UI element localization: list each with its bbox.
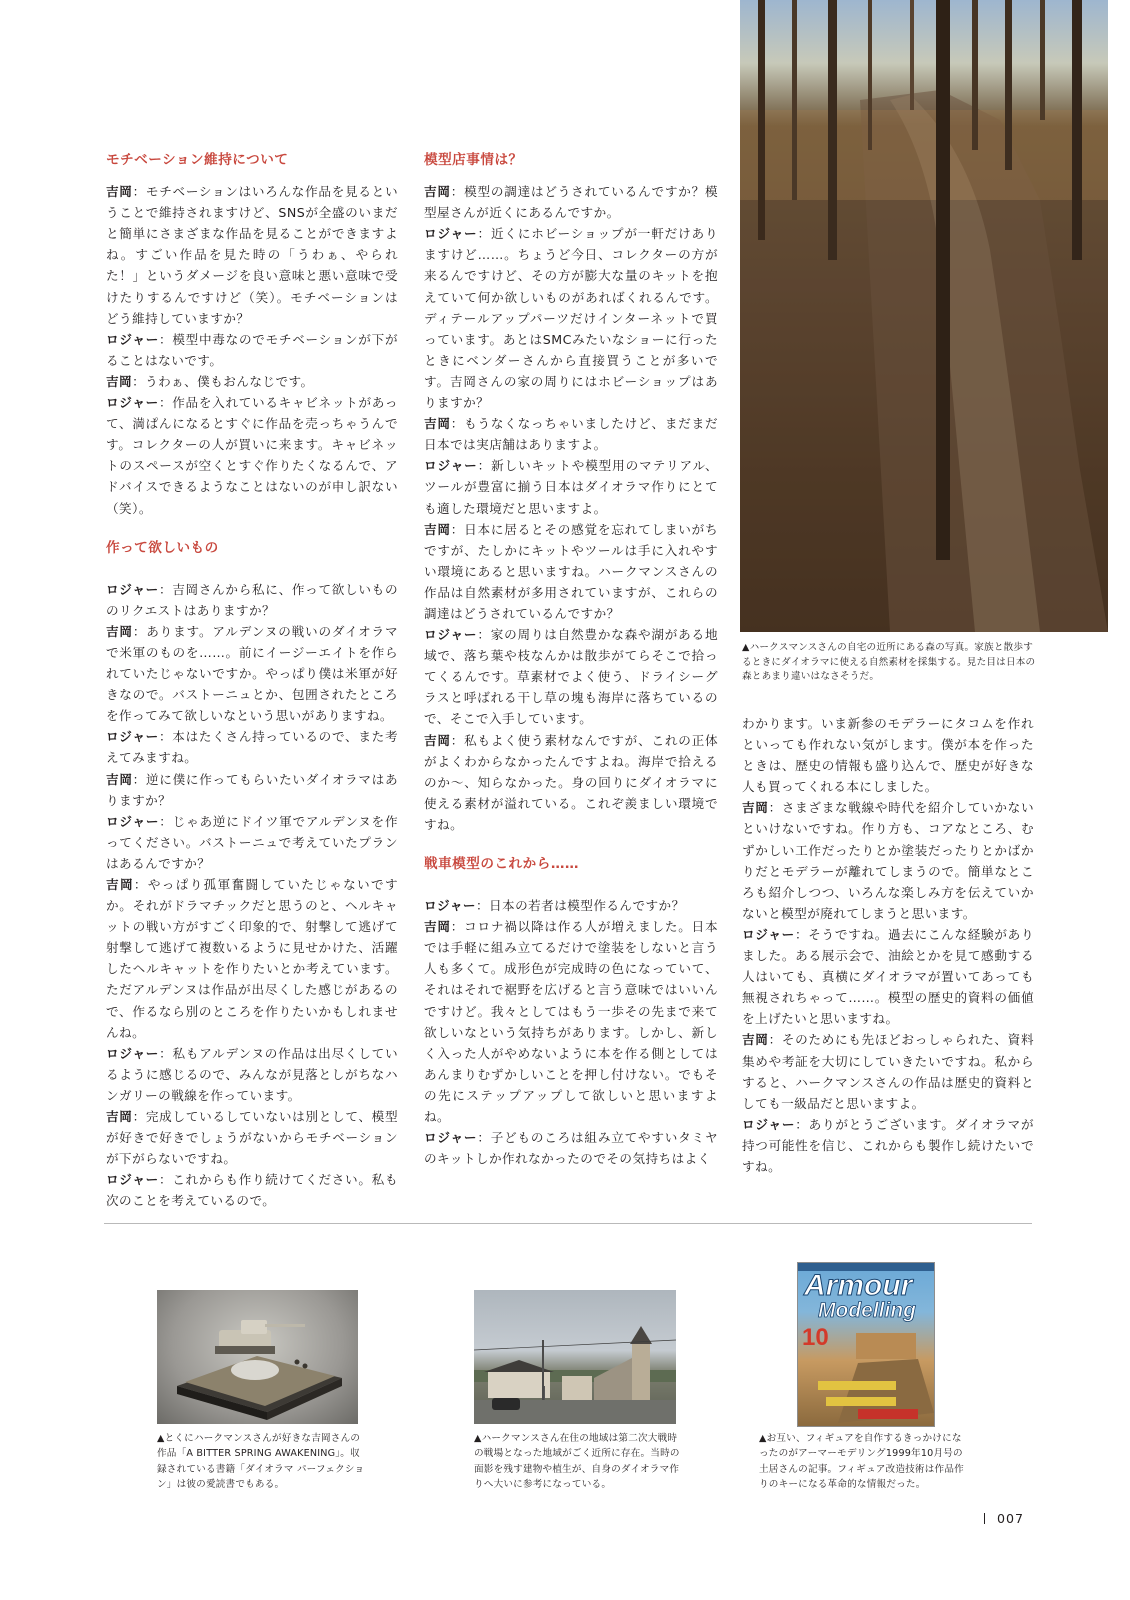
speaker-name: 吉岡 xyxy=(106,373,133,389)
speaker-name: 吉岡 xyxy=(106,771,133,787)
dialogue-paragraph xyxy=(106,371,398,392)
article-column-1 xyxy=(106,150,398,1212)
dialogue-text: ：うわぁ、僕もおんなじです。 xyxy=(132,373,314,389)
speaker-name: ロジャー xyxy=(742,1116,796,1132)
dialogue-paragraph xyxy=(742,1029,1034,1113)
dialogue-block xyxy=(106,579,398,1212)
dialogue-text: ：そうですね。過去にこんな経験がありました。ある展示会で、油絵とかを見て感動する人はいても、真横にダイオラマが置いてあっても無視されちゃって……。模型の歴史的資料の価値を上げたいと思いますね。 xyxy=(742,926,1034,1027)
dialogue-text: ：完成しているしていないは別として、模型が好きで好きでしょうがないからモチベーションが下がらないですね。 xyxy=(106,1109,398,1167)
article-column-3 xyxy=(742,713,1034,1177)
dialogue-paragraph xyxy=(424,519,718,624)
dialogue-text: ：吉岡さんから私に、作って欲しいもののリクエストはありますか？ xyxy=(106,581,398,618)
speaker-name: ロジャー xyxy=(424,458,478,474)
speaker-name: 吉岡 xyxy=(106,1109,133,1125)
dialogue-block xyxy=(106,181,398,519)
dialogue-text: ：新しいキットや模型用のマテリアル、ツールが豊富に揃う日本はダイオラマ作りにとても適した環境だと思いますよ。 xyxy=(424,458,718,516)
dialogue-text: ：家の周りは自然豊かな森や湖がある地域で、落ち葉や枝なんかは散歩がてらそこで拾ってくるんです。草素材でよく使う、ドライシーグラスと呼ばれる干し草の塊も海岸に落ちているので、そこで入手しています。 xyxy=(424,627,718,727)
speaker-name: 吉岡 xyxy=(106,877,134,892)
dialogue-text: ：もうなくなっちゃいましたけど、まだまだ日本では実店舗はありますよ。 xyxy=(424,416,719,453)
dialogue-text: ：ありがとうございます。ダイオラマが持つ可能性を信じ、これからも製作し続けたいですね。 xyxy=(742,1116,1034,1174)
diorama-photo xyxy=(157,1290,358,1424)
speaker-name: ロジャー xyxy=(106,581,159,597)
speaker-name: 吉岡 xyxy=(106,623,133,639)
speaker-name: 吉岡 xyxy=(424,416,451,432)
forest-photo-caption: ▲ハークスマンスさんの自宅の近所にある森の写真。家族と散歩するときにダイオラマに使える自然素材を採集する。見た目は日本の森とあまり違いはなさそうだ。 xyxy=(742,642,1036,683)
dialogue-text: ：モチベーションはいろんな作品を見るということで維持されますけど、SNSが全盛のいまだと簡単にさまざまな作品を見ることができますよね。すごい作品を見た時の「うわぁ、やられた！」というダメージを良い意味と悪い意味で受けたりするんですけど（笑）。モチベーションはどう維持していますか？ xyxy=(106,184,399,326)
speaker-name: ロジャー xyxy=(106,331,160,347)
diorama-illustration xyxy=(157,1290,358,1424)
diorama-photo-caption: ▲とくにハークマンスさんが好きな吉岡さんの作品「A BITTER SPRING AWAKENING」。収録されている書籍「ダイオラマ パーフェクション」は彼の愛読書でもある。 xyxy=(157,1433,365,1491)
dialogue-text: ：私もよく使う素材なんですが、これの正体がよくわからなかったんですよね。海岸で拾えるのか～、知らなかった。身の回りにダイオラマに使える素材が溢れている。これぞ羨ましい環境ですね。 xyxy=(424,732,719,832)
dialogue-text: ：そのためにも先ほどおっしゃられた、資料集めや考証を大切にしていきたいですね。私からすると、ハークマンスさんの作品は歴史的資料としても一級品だと思いますよ。 xyxy=(742,1032,1035,1111)
dialogue-text: ：近くにホビーショップが一軒だけありますけど……。ちょうど今日、コレクターの方が来るんですけど、その方が膨大な量のキットを抱えていて何か欲しいものがあればくれるんです。ディテールアップパーツだけインターネットで買っています。あとはSMCみたいなショーに行ったときにベンダーさんから直接買うことが多いです。吉岡さんの家の周りにはホビーショップはありますか？ xyxy=(424,226,718,411)
section-divider xyxy=(104,1223,1032,1224)
dialogue-block xyxy=(424,895,718,1169)
dialogue-paragraph xyxy=(424,895,718,916)
magazine-photo-caption: ▲お互い、フィギュアを自作するきっかけになったのがアーマーモデリング1999年10月号の土居さんの記事。フィギュア改造技術は作品作りのキーになる革命的な情報だった。 xyxy=(759,1433,964,1491)
section-heading-motivation: モチベーション維持について xyxy=(106,152,289,168)
dialogue-text: ：模型中毒なのでモチベーションが下がることはないです。 xyxy=(106,331,398,368)
dialogue-block xyxy=(742,713,1034,1177)
dialogue-text: ：じゃあ逆にドイツ軍でアルデンヌを作ってください。バストーニュで考えていたプランはあるんですか？ xyxy=(106,813,398,871)
speaker-name: ロジャー xyxy=(106,729,159,745)
magazine-title-bottom: Modelling xyxy=(818,1299,916,1322)
dialogue-text: わかります。いま新参のモデラーにタコムを作れといっても作れない気がします。僕が本を作ったときは、歴史の情報も盛り込んで、歴史が好きな人も買ってくれる本にしました。 xyxy=(742,716,1034,795)
dialogue-paragraph xyxy=(742,924,1034,1029)
dialogue-paragraph xyxy=(106,1169,398,1211)
dialogue-paragraph xyxy=(742,797,1034,924)
dialogue-text: ：これからも作り続けてください。私も次のことを考えているので。 xyxy=(106,1172,398,1209)
speaker-name: ロジャー xyxy=(106,813,160,829)
speaker-name: ロジャー xyxy=(424,898,476,914)
dialogue-paragraph xyxy=(106,874,398,1043)
speaker-name: 吉岡 xyxy=(424,919,451,935)
dialogue-text: ：模型の調達はどうされているんですか？模型屋さんが近くにあるんですか。 xyxy=(424,184,719,221)
dialogue-paragraph xyxy=(424,624,718,729)
forest-illustration xyxy=(740,0,1108,632)
dialogue-text: ：コロナ禍以降は作る人が増えました。日本では手軽に組み立てるだけで塗装をしないと言う人も多くて。成形色が完成時の色になっていて、それはそれで裾野を広げると言う意味ではいいんですけど。我々としてはもう一歩その先まで来て欲しいなという気持ちがあります。しかし、新しく入った人がやめないように本を作る側としてはあんまりむずかしいことを押し付けない。でもその先にステップアップして欲しいと思いますよね。 xyxy=(424,919,719,1125)
dialogue-paragraph xyxy=(742,1114,1034,1177)
speaker-name: 吉岡 xyxy=(424,184,451,200)
magazine-title-top: Armour xyxy=(804,1269,913,1302)
article-column-2 xyxy=(424,150,718,1169)
speaker-name: 吉岡 xyxy=(742,800,769,816)
magazine-cover xyxy=(797,1262,935,1427)
speaker-name: ロジャー xyxy=(106,1172,159,1188)
dialogue-paragraph xyxy=(106,579,398,621)
dialogue-paragraph xyxy=(424,455,718,518)
forest-path-photo xyxy=(740,0,1108,632)
dialogue-paragraph xyxy=(106,181,398,329)
magazine-cover-illustration xyxy=(798,1263,935,1427)
section-heading-requests: 作って欲しいもの xyxy=(106,539,219,556)
speaker-name: ロジャー xyxy=(106,395,159,411)
magazine-issue-number: 10 xyxy=(802,1324,829,1351)
dialogue-paragraph xyxy=(424,223,718,413)
section-heading-future: 戦車模型のこれから…… xyxy=(424,856,580,872)
speaker-name: 吉岡 xyxy=(106,184,133,200)
town-photo-caption: ▲ハークマンスさん在住の地域は第二次大戦時の戦場となった地域がごく近所に存在。当時の面影を残す建物や植生が、自身のダイオラマ作りへ大いに参考になっている。 xyxy=(474,1433,680,1491)
section-heading-hobby-shops: 模型店事情は？ xyxy=(424,152,523,168)
dialogue-paragraph xyxy=(106,621,398,726)
dialogue-text: ：やっぱり孤軍奮闘していたじゃないですか。それがドラマチックだと思うのと、ヘルキャットの戦い方がすごく印象的で、射撃して逃げて射撃して逃げて複数いるように見せかけた、活躍したヘルキャットを作りたいとか考えています。ただアルデンヌは作品が出尽くした感じがあるので、作るなら別のところを作りたいかもしれませんね。 xyxy=(106,877,398,1040)
dialogue-paragraph xyxy=(424,730,718,835)
dialogue-paragraph xyxy=(424,1127,718,1169)
town-illustration xyxy=(474,1290,676,1424)
speaker-name: ロジャー xyxy=(424,226,478,242)
dialogue-paragraph xyxy=(106,769,398,811)
dialogue-text: ：あります。アルデンヌの戦いのダイオラマで米軍のものを……。前にイージーエイトを作られていたじゃないですか。やっぱり僕は米軍が好きなので。バストーニュとか、包囲されたところを作ってみて欲しいなという思いがありますね。 xyxy=(106,623,398,724)
dialogue-paragraph xyxy=(106,329,398,371)
speaker-name: 吉岡 xyxy=(424,732,451,748)
page-number-text: 007 xyxy=(997,1511,1025,1526)
dialogue-paragraph xyxy=(106,1043,398,1106)
dialogue-text: ：さまざまな戦線や時代を紹介していかないといけないですね。作り方も、コアなところ、むずかしい工作だったりとか塗装だったりとかばかりだとモデラーが離れてしまうので。簡単なところも紹介しつつ、いろんな楽しみ方を伝えていかないと模型が廃れてしまうと思います。 xyxy=(742,800,1035,921)
dialogue-text: ：逆に僕に作ってもらいたいダイオラマはありますか？ xyxy=(106,771,399,808)
dialogue-paragraph xyxy=(106,811,398,874)
speaker-name: ロジャー xyxy=(742,926,795,942)
dialogue-paragraph xyxy=(742,713,1034,797)
dialogue-paragraph xyxy=(424,413,718,455)
speaker-name: ロジャー xyxy=(424,1130,478,1146)
speaker-name: ロジャー xyxy=(106,1045,160,1061)
town-photo xyxy=(474,1290,676,1424)
dialogue-text: ：私もアルデンヌの作品は出尽くしているように感じるので、みんなが見落としがちなハンガリーの戦線を作っています。 xyxy=(106,1045,398,1103)
dialogue-block xyxy=(424,181,718,835)
dialogue-paragraph xyxy=(106,392,398,519)
dialogue-text: ：日本に居るとその感覚を忘れてしまいがちですが、たしかにキットやツールは手に入れやすい環境にあると思いますね。ハークマンスさんの作品は自然素材が多用されていますが、これらの調達はどうされているんですか？ xyxy=(424,521,719,621)
folio-bar xyxy=(984,1513,985,1524)
dialogue-text: ：作品を入れているキャビネットがあって、満ぱんになるとすぐに作品を売っちゃうんです。コレクターの人が買いに来ます。キャビネットのスペースが空くとすぐ作りたくなるんで、アドバイスできるようなことはないのが申し訳ない（笑）。 xyxy=(106,395,398,516)
dialogue-text: ：本はたくさん持っているので、また考えてみますね。 xyxy=(106,729,398,766)
speaker-name: 吉岡 xyxy=(424,521,451,537)
dialogue-text: ：日本の若者は模型作るんですか？ xyxy=(475,898,685,914)
speaker-name: 吉岡 xyxy=(742,1032,769,1048)
page-number xyxy=(984,1511,1024,1526)
speaker-name: ロジャー xyxy=(424,627,478,643)
dialogue-text: ：子どものころは組み立てやすいタミヤのキットしか作れなかったのでその気持ちはよく xyxy=(424,1130,718,1167)
dialogue-paragraph xyxy=(106,1106,398,1169)
dialogue-paragraph xyxy=(424,916,718,1127)
dialogue-paragraph xyxy=(424,181,718,223)
dialogue-paragraph xyxy=(106,726,398,768)
